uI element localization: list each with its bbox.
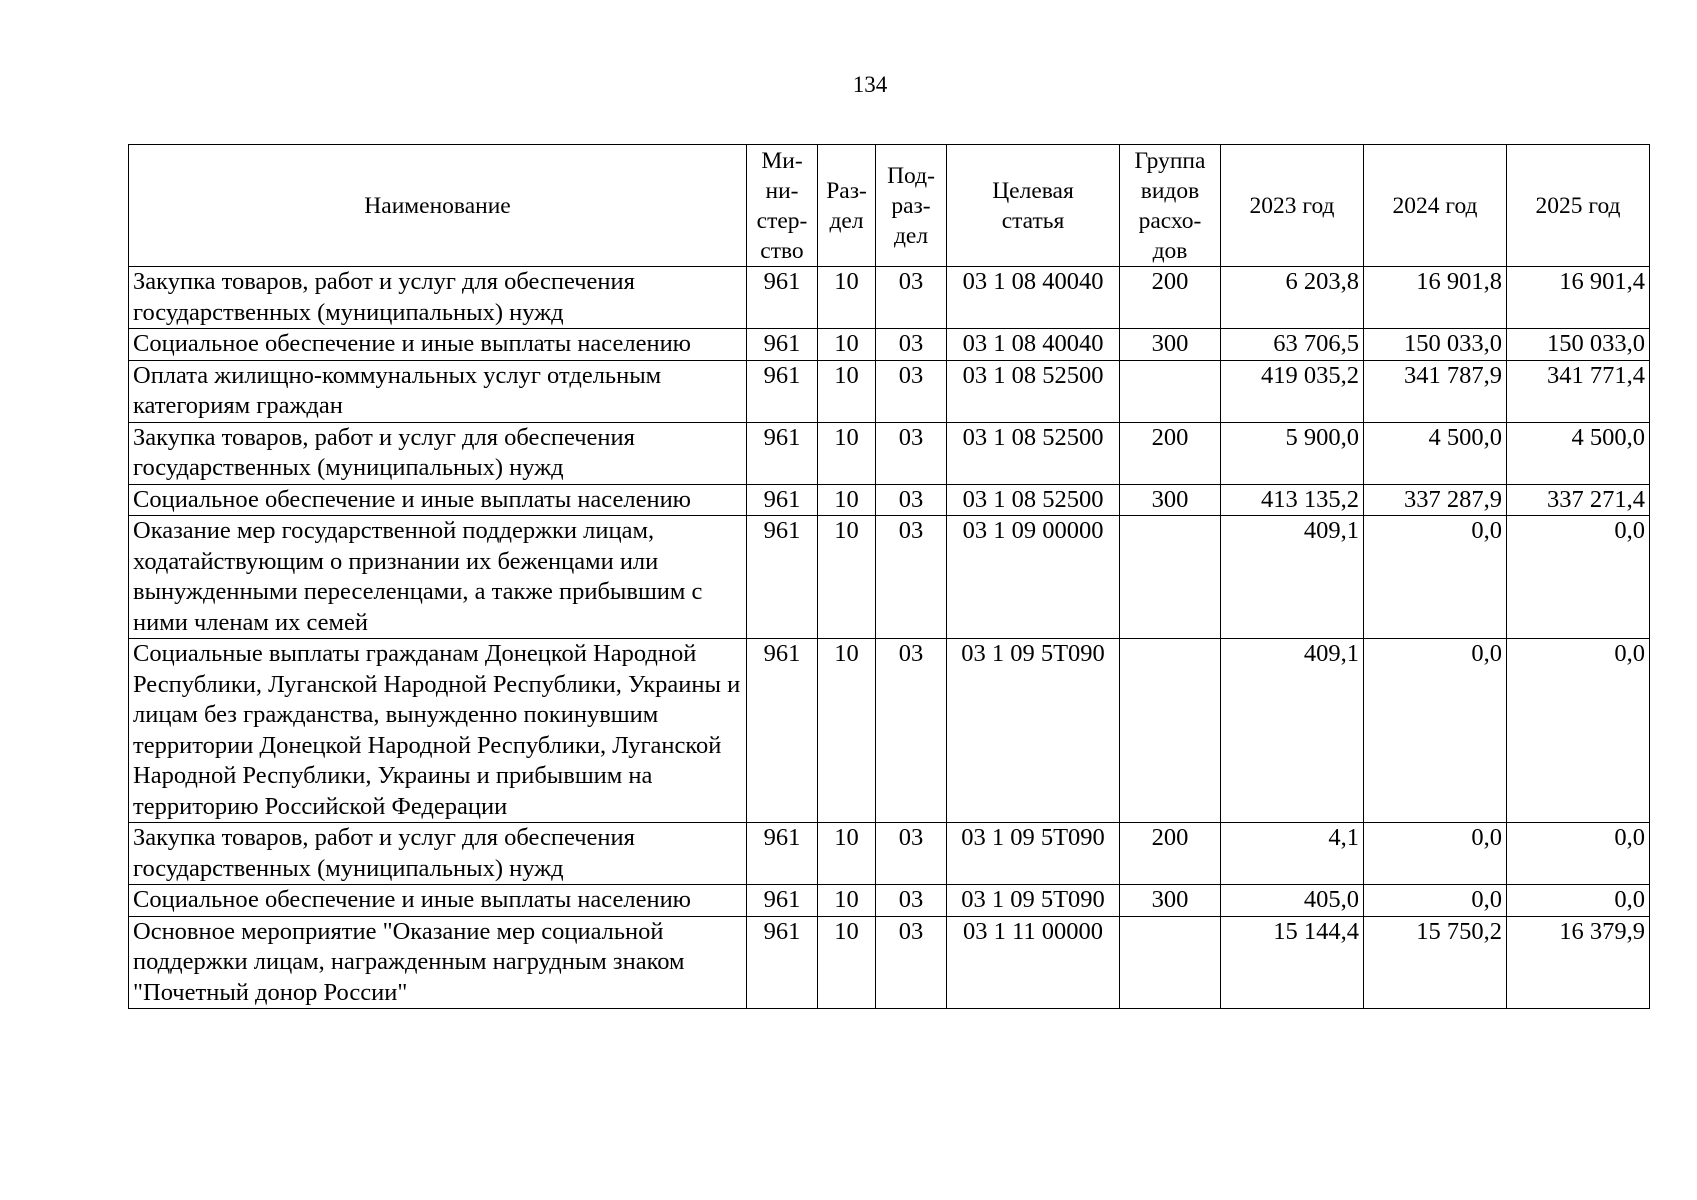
- row-group: 200: [1120, 823, 1221, 885]
- row-2024: 337 287,9: [1364, 484, 1507, 516]
- row-2025: 4 500,0: [1507, 422, 1650, 484]
- row-name: Социальное обеспечение и иные выплаты населению: [129, 484, 747, 516]
- table-row: [129, 516, 1650, 639]
- row-ministry: 961: [747, 516, 818, 639]
- row-target: 03 1 08 40040: [947, 329, 1120, 361]
- row-target: 03 1 08 52500: [947, 422, 1120, 484]
- table-body: [129, 267, 1650, 1009]
- row-ministry: 961: [747, 360, 818, 422]
- row-ministry: 961: [747, 329, 818, 361]
- row-target: 03 1 09 5Т090: [947, 823, 1120, 885]
- row-subsection: 03: [876, 823, 947, 885]
- row-name: Оказание мер государственной поддержки лицам, ходатайствующим о признании их беженцами или вынужденными переселенцами, а также прибывшим с ними членам их семей: [129, 516, 747, 639]
- row-2024: 15 750,2: [1364, 916, 1507, 1009]
- header-row: [129, 145, 1650, 267]
- table-row: [129, 639, 1650, 823]
- row-group: 300: [1120, 329, 1221, 361]
- row-group: 300: [1120, 885, 1221, 917]
- row-section: 10: [818, 360, 876, 422]
- row-2023: 63 706,5: [1221, 329, 1364, 361]
- row-name: Закупка товаров, работ и услуг для обеспечения государственных (муниципальных) нужд: [129, 823, 747, 885]
- header-subsection: Под- раз- дел: [876, 145, 947, 267]
- row-target: 03 1 08 52500: [947, 484, 1120, 516]
- header-group: Группа видов расхо- дов: [1120, 145, 1221, 267]
- row-2024: 16 901,8: [1364, 267, 1507, 329]
- row-2025: 0,0: [1507, 639, 1650, 823]
- row-section: 10: [818, 885, 876, 917]
- row-2024: 0,0: [1364, 516, 1507, 639]
- row-2025: 0,0: [1507, 885, 1650, 917]
- row-subsection: 03: [876, 422, 947, 484]
- row-ministry: 961: [747, 422, 818, 484]
- row-2024: 0,0: [1364, 823, 1507, 885]
- header-2023: 2023 год: [1221, 145, 1364, 267]
- page-number: 134: [852, 72, 888, 97]
- row-ministry: 961: [747, 823, 818, 885]
- row-target: 03 1 08 40040: [947, 267, 1120, 329]
- row-name: Оплата жилищно-коммунальных услуг отдельным категориям граждан: [129, 360, 747, 422]
- row-2023: 413 135,2: [1221, 484, 1364, 516]
- row-subsection: 03: [876, 916, 947, 1009]
- header-2024: 2024 год: [1364, 145, 1507, 267]
- row-subsection: 03: [876, 360, 947, 422]
- row-target: 03 1 08 52500: [947, 360, 1120, 422]
- table-row: [129, 267, 1650, 329]
- row-2025: 337 271,4: [1507, 484, 1650, 516]
- row-ministry: 961: [747, 484, 818, 516]
- row-group: 200: [1120, 267, 1221, 329]
- header-section: Раз- дел: [818, 145, 876, 267]
- row-section: 10: [818, 516, 876, 639]
- row-2023: 15 144,4: [1221, 916, 1364, 1009]
- row-2025: 16 901,4: [1507, 267, 1650, 329]
- table-row: [129, 422, 1650, 484]
- row-group: [1120, 639, 1221, 823]
- row-2025: 150 033,0: [1507, 329, 1650, 361]
- table-row: [129, 484, 1650, 516]
- row-name: Закупка товаров, работ и услуг для обеспечения государственных (муниципальных) нужд: [129, 267, 747, 329]
- row-2024: 4 500,0: [1364, 422, 1507, 484]
- row-target: 03 1 11 00000: [947, 916, 1120, 1009]
- row-2024: 0,0: [1364, 639, 1507, 823]
- row-group: 200: [1120, 422, 1221, 484]
- row-group: 300: [1120, 484, 1221, 516]
- row-group: [1120, 916, 1221, 1009]
- row-2025: 0,0: [1507, 823, 1650, 885]
- table-row: [129, 360, 1650, 422]
- row-name: Социальные выплаты гражданам Донецкой Народной Республики, Луганской Народной Республики, Украины и лицам без гражданства, вынужденно покинувшим территории Донецкой Народной Республики, Луганской Народной Республики, Украины и прибывшим на территорию Российской Федерации: [129, 639, 747, 823]
- row-ministry: 961: [747, 267, 818, 329]
- row-subsection: 03: [876, 329, 947, 361]
- row-ministry: 961: [747, 639, 818, 823]
- row-2023: 419 035,2: [1221, 360, 1364, 422]
- row-2025: 341 771,4: [1507, 360, 1650, 422]
- row-2023: 6 203,8: [1221, 267, 1364, 329]
- row-2023: 4,1: [1221, 823, 1364, 885]
- row-2025: 16 379,9: [1507, 916, 1650, 1009]
- row-subsection: 03: [876, 516, 947, 639]
- row-2024: 341 787,9: [1364, 360, 1507, 422]
- row-section: 10: [818, 422, 876, 484]
- row-ministry: 961: [747, 885, 818, 917]
- row-subsection: 03: [876, 267, 947, 329]
- row-2024: 0,0: [1364, 885, 1507, 917]
- row-2023: 409,1: [1221, 639, 1364, 823]
- header-ministry: Ми- ни- стер- ство: [747, 145, 818, 267]
- row-name: Закупка товаров, работ и услуг для обеспечения государственных (муниципальных) нужд: [129, 422, 747, 484]
- header-2025: 2025 год: [1507, 145, 1650, 267]
- row-2024: 150 033,0: [1364, 329, 1507, 361]
- row-section: 10: [818, 823, 876, 885]
- row-section: 10: [818, 639, 876, 823]
- row-section: 10: [818, 916, 876, 1009]
- row-section: 10: [818, 329, 876, 361]
- row-subsection: 03: [876, 484, 947, 516]
- row-target: 03 1 09 5Т090: [947, 885, 1120, 917]
- row-2023: 405,0: [1221, 885, 1364, 917]
- row-ministry: 961: [747, 916, 818, 1009]
- table-row: [129, 329, 1650, 361]
- row-subsection: 03: [876, 639, 947, 823]
- row-2023: 5 900,0: [1221, 422, 1364, 484]
- row-section: 10: [818, 484, 876, 516]
- row-subsection: 03: [876, 885, 947, 917]
- row-group: [1120, 516, 1221, 639]
- budget-table: [128, 144, 1650, 1009]
- header-name: Наименование: [129, 145, 747, 267]
- table-row: [129, 823, 1650, 885]
- row-2023: 409,1: [1221, 516, 1364, 639]
- row-section: 10: [818, 267, 876, 329]
- row-name: Социальное обеспечение и иные выплаты населению: [129, 885, 747, 917]
- row-name: Основное мероприятие "Оказание мер социальной поддержки лицам, награжденным нагрудным знаком "Почетный донор России": [129, 916, 747, 1009]
- row-2025: 0,0: [1507, 516, 1650, 639]
- row-name: Социальное обеспечение и иные выплаты населению: [129, 329, 747, 361]
- table-row: [129, 885, 1650, 917]
- row-target: 03 1 09 5Т090: [947, 639, 1120, 823]
- header-target: Целевая статья: [947, 145, 1120, 267]
- table-row: [129, 916, 1650, 1009]
- row-group: [1120, 360, 1221, 422]
- row-target: 03 1 09 00000: [947, 516, 1120, 639]
